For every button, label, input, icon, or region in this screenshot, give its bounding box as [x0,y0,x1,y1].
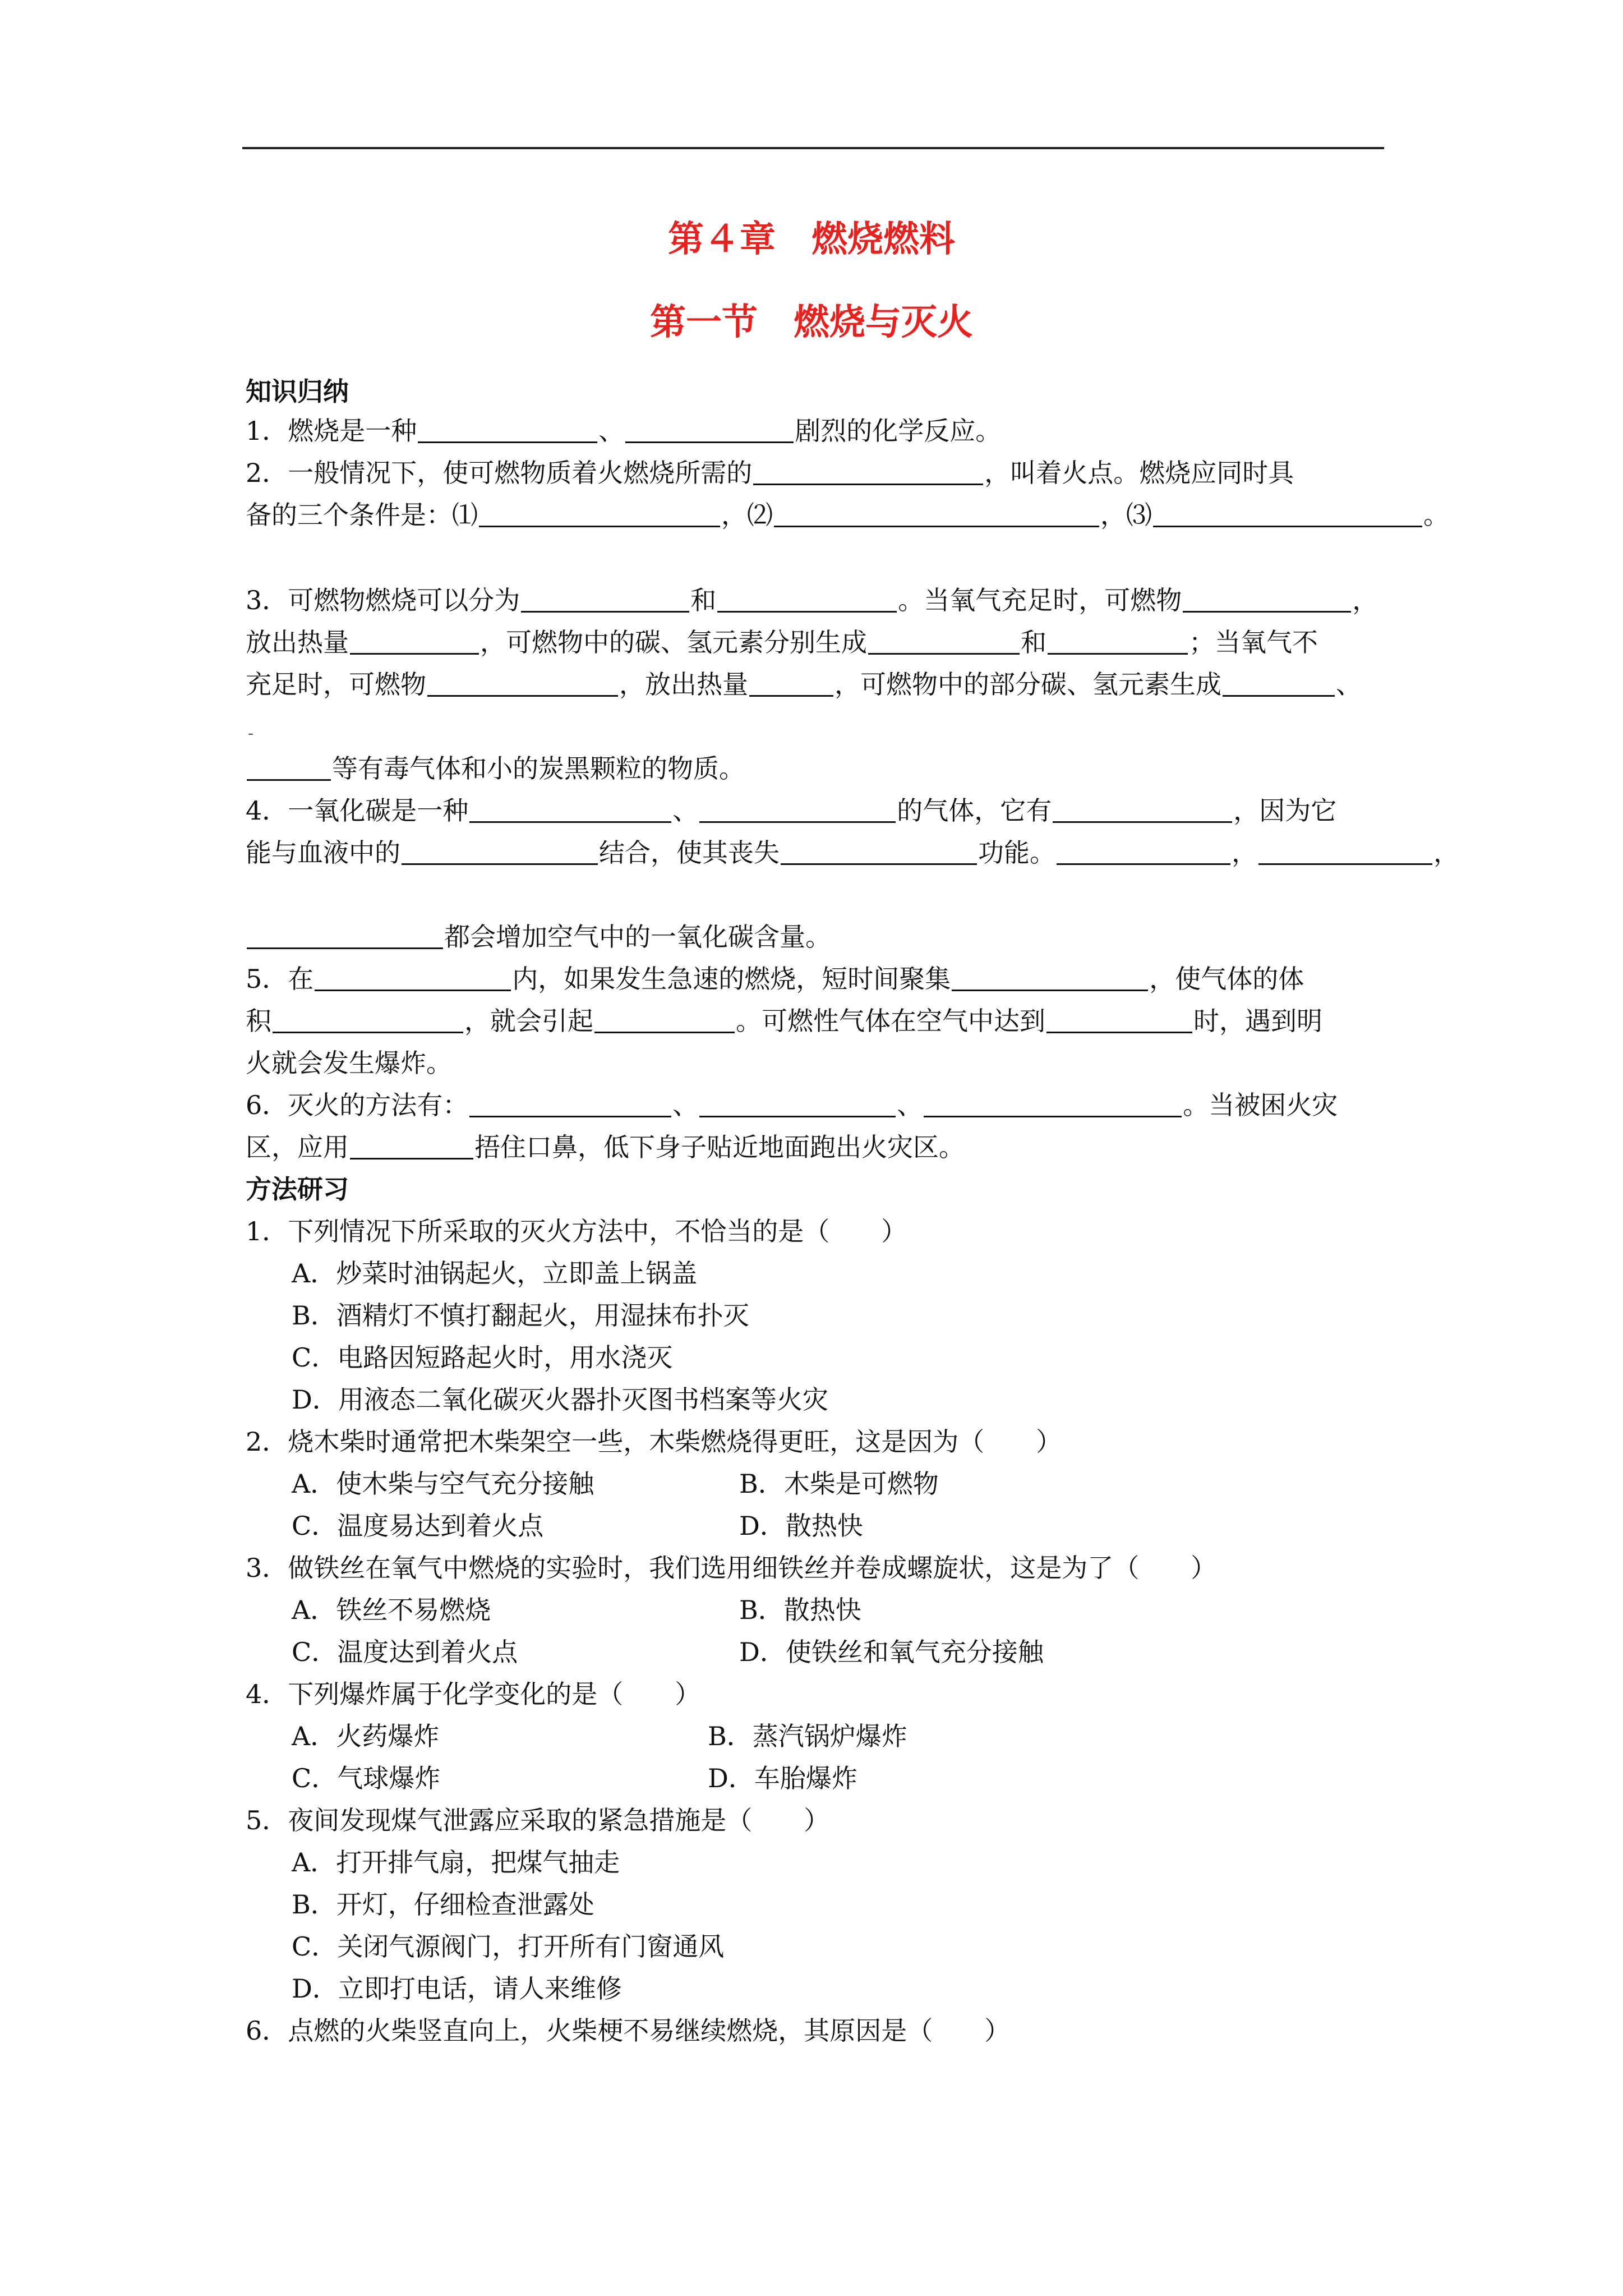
knowledge-line: 6．灭火的方法有： 、 、 。当被困火灾 [246,1090,1338,1120]
answer-option[interactable]: C．气球爆炸 [292,1763,441,1793]
fill-blank[interactable] [247,753,331,781]
fill-blank[interactable] [1223,669,1335,697]
question-stem: 2．烧木柴时通常把木柴架空一些，木柴燃烧得更旺，这是因为（ ） [246,1427,1062,1457]
question-stem: 6．点燃的火柴竖直向上，火柴梗不易继续燃烧，其原因是（ ） [246,2016,1011,2046]
answer-option[interactable]: C．关闭气源阀门，打开所有门窗通风 [292,1931,725,1962]
fill-blank[interactable] [1053,795,1232,823]
fill-blank[interactable] [625,416,794,443]
fill-blank[interactable] [469,795,671,823]
knowledge-line: 积 ，就会引起 。可燃性气体在空气中达到 时，遇到明 [246,1006,1322,1036]
knowledge-line: 2．一般情况下，使可燃物质着火燃烧所需的 ，叫着火点。燃烧应同时具 [246,458,1294,488]
question-stem: 5．夜间发现煤气泄露应采取的紧急措施是（ ） [246,1805,830,1835]
fill-blank[interactable] [469,1090,671,1117]
answer-option[interactable]: B．木柴是可燃物 [739,1469,939,1499]
fill-blank[interactable] [1258,838,1432,865]
knowledge-line: 放出热量 ，可燃物中的碳、氢元素分别生成 和 ；当氧气不 [246,627,1318,657]
fill-blank[interactable] [402,838,598,865]
fill-blank[interactable] [774,500,1099,527]
answer-option[interactable]: A．使木柴与空气充分接触 [292,1469,594,1499]
fill-blank[interactable] [350,1132,473,1159]
knowledge-line: 4．一氧化碳是一种 、 的气体，它有 ，因为它 [246,795,1337,826]
fill-blank[interactable] [699,1090,896,1117]
fill-blank[interactable] [427,669,618,697]
answer-option[interactable]: A．炒菜时油锅起火，立即盖上锅盖 [292,1258,698,1289]
fill-blank[interactable] [350,627,479,655]
fill-blank[interactable] [924,1090,1182,1117]
answer-option[interactable]: A．打开排气扇，把煤气抽走 [292,1847,620,1878]
fill-blank[interactable] [952,964,1148,991]
chapter-title: 第４章 燃烧燃料 [668,218,955,260]
knowledge-line: 区，应用 捂住口鼻，低下身子贴近地面跑出火灾区。 [246,1132,965,1162]
fill-blank[interactable] [1153,500,1422,527]
answer-option[interactable]: D．立即打电话，请人来维修 [292,1973,622,2004]
fill-blank[interactable] [479,500,720,527]
fill-blank[interactable] [717,585,897,613]
fill-blank[interactable] [868,627,1020,655]
answer-option[interactable]: D．车胎爆炸 [708,1763,857,1793]
fill-blank[interactable] [247,922,443,949]
knowledge-line: 充足时，可燃物 ，放出热量 ，可燃物中的部分碳、氢元素生成 、 [246,669,1362,700]
answer-option[interactable]: C．温度达到着火点 [292,1637,518,1667]
answer-option[interactable]: B．酒精灯不慎打翻起火，用湿抹布扑灭 [292,1300,749,1331]
answer-option[interactable]: B．蒸汽锅炉爆炸 [708,1721,907,1751]
fill-blank[interactable] [1183,585,1351,613]
knowledge-line: 1．燃烧是一种 、 剧烈的化学反应。 [246,416,1002,446]
knowledge-line: 5．在 内，如果发生急速的燃烧，短时间聚集 ，使气体的体 [246,964,1304,994]
fill-blank[interactable] [315,964,511,991]
fill-blank[interactable] [594,1006,735,1033]
fill-blank[interactable] [1046,1006,1192,1033]
answer-option[interactable]: B．开灯，仔细检查泄露处 [292,1889,594,1920]
fill-blank[interactable] [1048,627,1188,655]
fill-blank[interactable] [781,838,977,865]
answer-option[interactable]: A．火药爆炸 [292,1721,440,1751]
answer-option[interactable]: D．使铁丝和氧气充分接触 [739,1637,1044,1667]
answer-option[interactable]: A．铁丝不易燃烧 [292,1595,491,1625]
fill-blank[interactable] [749,669,833,697]
answer-option[interactable]: D．用液态二氧化碳灭火器扑灭图书档案等火灾 [292,1384,828,1415]
knowledge-line: 3．可燃物燃烧可以分为 和 。当氧气充足时，可燃物 ， [246,585,1378,615]
answer-option[interactable]: C．电路因短路起火时，用水浇灭 [292,1342,673,1373]
answer-option[interactable]: D．散热快 [739,1511,863,1541]
question-stem: 4．下列爆炸属于化学变化的是（ ） [246,1679,701,1709]
header-rule [242,147,1384,149]
question-stem: 3．做铁丝在氧气中燃烧的实验时，我们选用细铁丝并卷成螺旋状，这是为了（ ） [246,1553,1217,1583]
fill-blank[interactable] [418,416,597,443]
answer-option[interactable]: C．温度易达到着火点 [292,1511,544,1541]
fill-blank[interactable] [699,795,896,823]
fill-blank[interactable] [273,1006,463,1033]
answer-option[interactable]: B．散热快 [739,1595,861,1625]
methods-heading: 方法研习 [246,1174,349,1204]
fill-blank[interactable] [753,458,983,485]
knowledge-line: 备的三个条件是：⑴ ，⑵ ，⑶ 。 [246,500,1449,530]
section-title: 第一节 燃烧与灭火 [650,301,973,343]
fill-blank[interactable] [1057,838,1230,865]
knowledge-line: 等有毒气体和小的炭黑颗粒的物质。 [246,752,745,785]
knowledge-line: 火就会发生爆炸。 [246,1048,452,1078]
knowledge-line: 能与血液中的 结合，使其丧失 功能。 ， ， [246,838,1459,868]
fill-blank[interactable] [521,585,689,613]
stray-mark: - [248,724,254,743]
knowledge-line: 都会增加空气中的一氧化碳含量。 [246,920,831,954]
knowledge-heading: 知识归纳 [246,376,349,407]
question-stem: 1．下列情况下所采取的灭火方法中，不恰当的是（ ） [246,1216,907,1246]
